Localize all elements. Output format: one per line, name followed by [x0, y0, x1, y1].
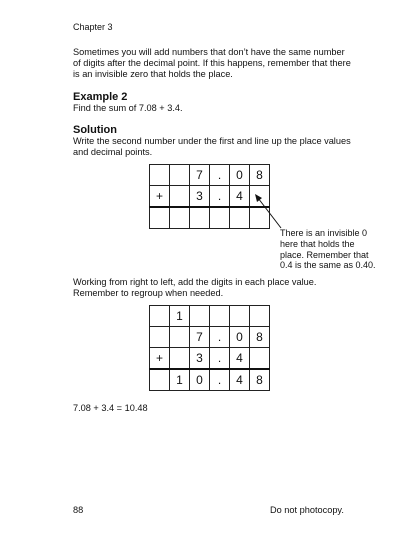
- grid-cell: 4: [230, 348, 250, 370]
- grid-row: [150, 327, 270, 348]
- grid-cell: 0: [190, 369, 210, 391]
- grid-cell: [250, 306, 270, 327]
- grid-cell: [170, 348, 190, 370]
- solution-line: and decimal points.: [73, 147, 153, 157]
- grid-cell: .: [210, 348, 230, 370]
- grid-row: [150, 306, 270, 327]
- grid-cell: 7: [190, 165, 210, 186]
- page-number: 88: [73, 505, 84, 515]
- note-line: place. Remember that: [280, 249, 369, 260]
- grid-cell: +: [150, 348, 170, 370]
- example-title: Example 2: [73, 91, 128, 103]
- grid-cell: +: [150, 186, 170, 208]
- solution-line: Write the second number under the first and line up the place values: [73, 136, 351, 146]
- grid-cell: 4: [230, 369, 250, 391]
- grid-cell: 7: [190, 327, 210, 348]
- note-line: There is an invisible 0: [280, 228, 368, 238]
- step2-line: Working from right to left, add the digits in each place value.: [73, 277, 317, 287]
- note-line: here that holds the: [280, 238, 355, 249]
- grid-cell: [210, 306, 230, 327]
- grid-cell: 1: [170, 369, 190, 391]
- step2-line: Remember to regroup when needed.: [73, 288, 224, 298]
- grid-cell: [190, 306, 210, 327]
- example-prompt: Find the sum of 7.08 + 3.4.: [73, 103, 183, 113]
- grid-cell: .: [210, 327, 230, 348]
- grid-cell: [150, 369, 170, 391]
- place-value-grid-solved: [149, 305, 270, 391]
- grid-cell: 3: [190, 186, 210, 208]
- grid-cell: [150, 306, 170, 327]
- grid-cell: 3: [190, 348, 210, 370]
- grid-cell: 8: [250, 327, 270, 348]
- grid-cell: .: [210, 186, 230, 208]
- copyright-notice: Do not photocopy.: [270, 505, 344, 515]
- grid-cell: 8: [250, 369, 270, 391]
- result-equation: 7.08 + 3.4 = 10.48: [73, 403, 148, 413]
- intro-line: of digits after the decimal point. If this happens, remember that there: [73, 58, 351, 68]
- chapter-label: Chapter 3: [73, 22, 113, 32]
- grid-cell: [170, 327, 190, 348]
- step2-paragraph: [73, 277, 373, 299]
- grid-cell: 8: [250, 165, 270, 186]
- note-line: 0.4 is the same as 0.40.: [280, 260, 376, 271]
- grid-cell: 1: [170, 306, 190, 327]
- grid-cell: 4: [230, 186, 250, 208]
- intro-line: is an invisible zero that holds the place.: [73, 69, 233, 79]
- grid-cell: [250, 348, 270, 370]
- grid-row: [150, 369, 270, 391]
- grid-cell: 0: [230, 165, 250, 186]
- grid-cell: .: [210, 369, 230, 391]
- grid-cell: 0: [230, 327, 250, 348]
- grid-cell: [230, 306, 250, 327]
- grid-row: [150, 348, 270, 370]
- solution-title: Solution: [73, 124, 117, 136]
- grid-cell: [150, 327, 170, 348]
- intro-line: Sometimes you will add numbers that don’t have the same number: [73, 47, 345, 57]
- invisible-zero-note: [280, 228, 400, 271]
- grid-cell: .: [210, 165, 230, 186]
